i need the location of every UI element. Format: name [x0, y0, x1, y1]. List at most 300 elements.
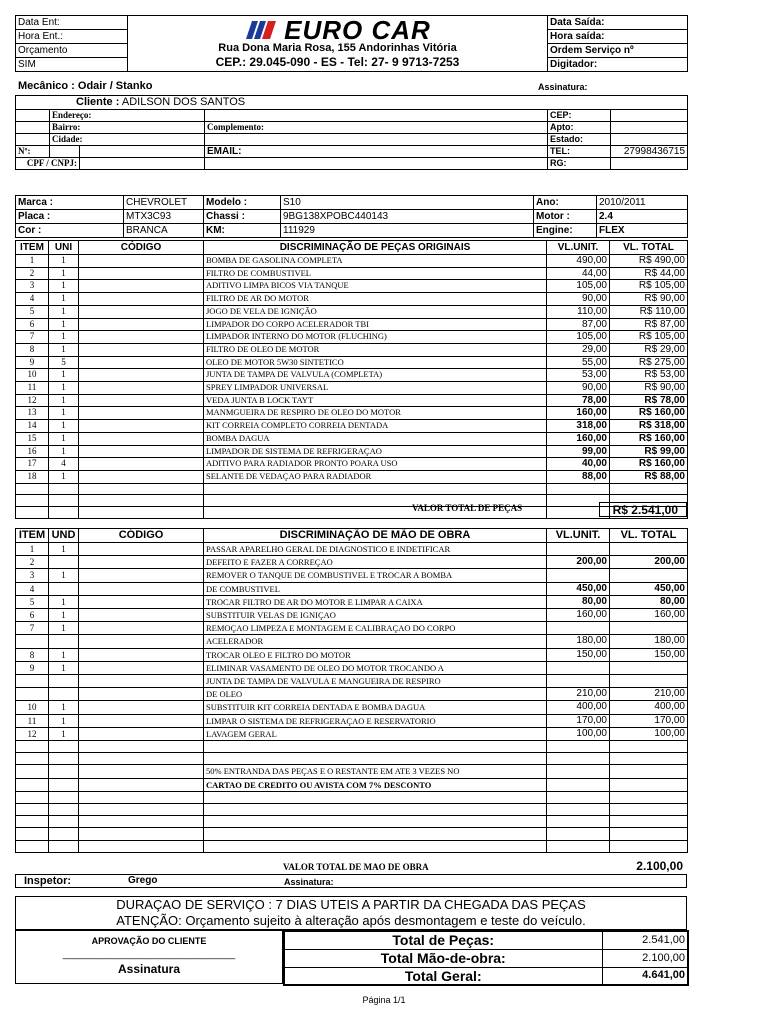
code-cell — [79, 635, 204, 648]
total-parts-value: 2.541,00 — [602, 931, 688, 949]
item-cell: 14 — [16, 420, 49, 433]
unit-price-cell — [547, 543, 610, 556]
item-cell: 7 — [16, 331, 49, 344]
item-cell: 2 — [16, 556, 49, 569]
code-cell — [79, 622, 204, 635]
code-cell — [79, 569, 204, 582]
unit-cell — [49, 556, 79, 569]
header-right-4: Digitador: — [548, 58, 688, 72]
parts-header-4: VL.UNIT. — [547, 241, 610, 255]
code-cell — [79, 394, 204, 407]
total-cell — [610, 483, 688, 495]
unit-cell — [49, 778, 79, 791]
table-row — [16, 828, 688, 840]
table-row — [16, 305, 688, 318]
unit-cell: 1 — [49, 648, 79, 661]
total-cell — [610, 765, 688, 778]
description-cell — [204, 741, 547, 753]
code-cell — [79, 840, 204, 852]
unit-cell: 1 — [49, 609, 79, 622]
unit-cell: 1 — [49, 622, 79, 635]
description-cell: FILTRO DE OLEO DE MOTOR — [204, 343, 547, 356]
header-left-3: Orçamento — [16, 44, 128, 58]
description-cell: DE COMBUSTIVEL — [204, 582, 547, 595]
unit-price-cell: 170,00 — [547, 714, 610, 727]
code-cell — [79, 778, 204, 791]
labor-header-4: VL.UNIT. — [547, 529, 610, 543]
code-cell — [79, 293, 204, 306]
item-cell — [16, 507, 49, 519]
description-cell: BOMBA DAGUA — [204, 432, 547, 445]
code-cell — [79, 791, 204, 803]
table-row — [16, 688, 688, 701]
table-row — [16, 701, 688, 714]
unit-price-cell — [547, 778, 610, 791]
client-table — [15, 95, 688, 170]
code-cell — [79, 714, 204, 727]
code-cell — [79, 609, 204, 622]
company-address: Rua Dona Maria Rosa, 155 Andorinhas Vitória — [218, 42, 457, 54]
description-cell: JUNTA DE TAMPA DE VALVULA E MANGUEIRA DE RESPIRO — [204, 675, 547, 688]
table-row — [16, 765, 688, 778]
item-cell: 4 — [16, 293, 49, 306]
description-cell: REMOÇAO LIMPEZA E MONTAGEM E CALIBRAÇAO DO CORPO — [204, 622, 547, 635]
item-cell: 17 — [16, 458, 49, 471]
labor-header-3: DISCRIMINAÇÃO DE MÃO DE OBRA — [204, 529, 547, 543]
description-cell: ACELERADOR — [204, 635, 547, 648]
unit-cell: 1 — [49, 331, 79, 344]
unit-cell — [49, 791, 79, 803]
header-right-2: Hora saída: — [548, 30, 688, 44]
code-cell — [79, 727, 204, 740]
unit-price-cell: 29,00 — [547, 343, 610, 356]
unit-price-cell: 55,00 — [547, 356, 610, 369]
motor-value: 2.4 — [597, 210, 688, 224]
marca-label: Marca : — [16, 196, 124, 210]
unit-price-cell: 87,00 — [547, 318, 610, 331]
code-cell — [79, 765, 204, 778]
unit-cell: 1 — [49, 661, 79, 674]
description-cell: ADITIVO PARA RADIADOR PRONTO POARA USO — [204, 458, 547, 471]
company-block — [128, 16, 548, 72]
item-cell — [16, 675, 49, 688]
cidade-label: Cidade: — [50, 134, 205, 146]
code-cell — [79, 280, 204, 293]
engine-label: Engine: — [534, 224, 597, 238]
description-cell: TROCAR OLEO E FILTRO DO MOTOR — [204, 648, 547, 661]
estado-label: Estado: — [548, 134, 611, 146]
item-cell: 11 — [16, 382, 49, 395]
total-cell — [610, 543, 688, 556]
inspector-label: Inspetor: — [24, 875, 72, 887]
total-cell: 200,00 — [610, 556, 688, 569]
item-cell — [16, 765, 49, 778]
placa-label: Placa : — [16, 210, 124, 224]
marca-value: CHEVROLET — [124, 196, 204, 210]
unit-cell: 1 — [49, 407, 79, 420]
description-cell: SUBSTITUIR KIT CORREIA DENTADA E BOMBA DAGUA — [204, 701, 547, 714]
code-cell — [79, 507, 204, 519]
total-cell: R$ 44,00 — [610, 267, 688, 280]
table-row — [16, 255, 688, 268]
item-cell: 5 — [16, 305, 49, 318]
parts-header-1: UNI — [49, 241, 79, 255]
unit-cell: 1 — [49, 432, 79, 445]
unit-cell — [49, 495, 79, 507]
notice-box — [15, 896, 687, 930]
total-cell: R$ 110,00 — [610, 305, 688, 318]
description-cell: DEFEITO E FAZER A CORREÇAO — [204, 556, 547, 569]
description-cell: LIMPADOR DO CORPO ACELERADOR TBI — [204, 318, 547, 331]
item-cell: 1 — [16, 255, 49, 268]
labor-header-5: VL. TOTAL — [610, 529, 688, 543]
unit-cell: 1 — [49, 293, 79, 306]
code-cell — [79, 305, 204, 318]
parts-header-2: CÓDIGO — [79, 241, 204, 255]
total-cell: R$ 78,00 — [610, 394, 688, 407]
cor-label: Cor : — [16, 224, 124, 238]
unit-price-cell: 400,00 — [547, 701, 610, 714]
description-cell: KIT CORREIA COMPLETO CORREIA DENTADA — [204, 420, 547, 433]
item-cell: 12 — [16, 727, 49, 740]
unit-price-cell — [547, 661, 610, 674]
unit-cell: 1 — [49, 255, 79, 268]
parts-header-0: ITEM — [16, 241, 49, 255]
km-value: 111929 — [281, 224, 534, 238]
mechanic-label: Mecânico : Odair / Stanko — [18, 80, 153, 92]
unit-cell: 1 — [49, 369, 79, 382]
item-cell: 12 — [16, 394, 49, 407]
item-cell — [16, 688, 49, 701]
total-cell: R$ 90,00 — [610, 293, 688, 306]
unit-cell: 1 — [49, 305, 79, 318]
description-cell: BOMBA DE GASOLINA COMPLETA — [204, 255, 547, 268]
unit-cell — [49, 675, 79, 688]
unit-cell: 1 — [49, 470, 79, 483]
duration-notice: DURAÇAO DE SERVIÇO : 7 DIAS UTEIS A PARTIR DA CHEGADA DAS PEÇAS — [116, 897, 586, 912]
total-cell: 210,00 — [610, 688, 688, 701]
description-cell: CARTAO DE CREDITO OU AVISTA COM 7% DESCONTO — [204, 778, 547, 791]
item-cell — [16, 791, 49, 803]
table-row — [16, 394, 688, 407]
approval-label: APROVAÇÃO DO CLIENTE — [91, 936, 207, 946]
code-cell — [79, 648, 204, 661]
description-cell — [204, 816, 547, 828]
header-right-3: Ordem Serviço nº — [548, 44, 688, 58]
description-cell: ADITIVO LIMPA BICOS VIA TANQUE — [204, 280, 547, 293]
unit-cell — [49, 507, 79, 519]
unit-price-cell: 100,00 — [547, 727, 610, 740]
unit-cell: 4 — [49, 458, 79, 471]
labor-total-label: VALOR TOTAL DE MAO DE OBRA — [283, 862, 429, 872]
description-cell: LIMPAR O SISTEMA DE REFRIGERAÇAO E RESERVATORIO — [204, 714, 547, 727]
unit-cell: 1 — [49, 714, 79, 727]
code-cell — [79, 369, 204, 382]
table-row — [16, 420, 688, 433]
description-cell: LAVAGEM GERAL — [204, 727, 547, 740]
unit-cell — [49, 753, 79, 765]
endereco-label: Endereço: — [50, 110, 205, 122]
modelo-label: Modelo : — [204, 196, 281, 210]
table-row — [16, 753, 688, 765]
total-cell: R$ 105,00 — [610, 331, 688, 344]
total-cell: R$ 87,00 — [610, 318, 688, 331]
item-cell — [16, 635, 49, 648]
unit-price-cell — [547, 828, 610, 840]
code-cell — [79, 556, 204, 569]
inspector-name: Grego — [128, 875, 158, 886]
total-cell — [610, 828, 688, 840]
description-cell: LIMPADOR INTERNO DO MOTOR (FLUCHING) — [204, 331, 547, 344]
table-row — [16, 445, 688, 458]
code-cell — [79, 688, 204, 701]
table-row — [16, 622, 688, 635]
unit-price-cell: 44,00 — [547, 267, 610, 280]
item-cell: 1 — [16, 543, 49, 556]
numero-label: Nº: — [16, 146, 50, 158]
table-row — [16, 569, 688, 582]
item-cell — [16, 804, 49, 816]
parts-total-value: R$ 2.541,00 — [599, 502, 687, 517]
table-row — [16, 331, 688, 344]
client-label: Cliente : — [76, 96, 120, 108]
item-cell: 5 — [16, 595, 49, 608]
parts-header-3: DISCRIMINAÇÃO DE PEÇAS ORIGINAIS — [204, 241, 547, 255]
table-row — [16, 816, 688, 828]
table-row — [16, 648, 688, 661]
total-cell — [610, 675, 688, 688]
cor-value: BRANCA — [124, 224, 204, 238]
logo-text: EURO CAR — [284, 15, 431, 45]
parts-header-row — [16, 241, 688, 255]
code-cell — [79, 828, 204, 840]
labor-header-2: CÓDIGO — [79, 529, 204, 543]
unit-price-cell — [547, 483, 610, 495]
chassi-label: Chassi : — [204, 210, 281, 224]
unit-price-cell: 490,00 — [547, 255, 610, 268]
header-table — [15, 15, 688, 72]
description-cell — [204, 791, 547, 803]
inspector-row — [15, 874, 687, 888]
total-cell — [610, 816, 688, 828]
unit-cell: 1 — [49, 543, 79, 556]
client-value: ADILSON DOS SANTOS — [121, 96, 246, 108]
code-cell — [79, 582, 204, 595]
labor-header-1: UND — [49, 529, 79, 543]
code-cell — [79, 343, 204, 356]
total-cell: R$ 160,00 — [610, 458, 688, 471]
parts-table — [15, 240, 688, 519]
table-row — [16, 470, 688, 483]
table-row — [16, 804, 688, 816]
total-cell: R$ 160,00 — [610, 407, 688, 420]
code-cell — [79, 255, 204, 268]
table-row — [16, 458, 688, 471]
unit-cell: 1 — [49, 343, 79, 356]
description-cell: REMOVER O TANQUE DE COMBUSTIVEL E TROCAR A BOMBA — [204, 569, 547, 582]
unit-price-cell: 40,00 — [547, 458, 610, 471]
code-cell — [79, 318, 204, 331]
description-cell: FILTRO DE AR DO MOTOR — [204, 293, 547, 306]
unit-cell — [49, 840, 79, 852]
table-row — [16, 778, 688, 791]
header-right-1: Data Saída: — [548, 16, 688, 30]
table-row — [16, 267, 688, 280]
code-cell — [79, 432, 204, 445]
inspector-signature: Assinatura: — [284, 877, 334, 887]
total-cell — [610, 661, 688, 674]
description-cell: JOGO DE VELA DE IGNIÇÃO — [204, 305, 547, 318]
approval-box — [15, 930, 283, 984]
item-cell — [16, 483, 49, 495]
item-cell: 10 — [16, 369, 49, 382]
unit-price-cell: 80,00 — [547, 595, 610, 608]
item-cell: 2 — [16, 267, 49, 280]
ano-label: Ano: — [534, 196, 597, 210]
description-cell: SELANTE DE VEDAÇAO PARA RADIADOR — [204, 470, 547, 483]
item-cell — [16, 840, 49, 852]
table-row — [16, 356, 688, 369]
unit-cell — [49, 765, 79, 778]
unit-price-cell: 318,00 — [547, 420, 610, 433]
unit-cell — [49, 582, 79, 595]
item-cell — [16, 828, 49, 840]
placa-value: MTX3C93 — [124, 210, 204, 224]
total-cell: R$ 160,00 — [610, 432, 688, 445]
table-row — [16, 280, 688, 293]
description-cell: FILTRO DE COMBUSTIVEL — [204, 267, 547, 280]
table-row — [16, 507, 688, 519]
unit-price-cell: 90,00 — [547, 293, 610, 306]
table-row — [16, 369, 688, 382]
description-cell — [204, 483, 547, 495]
unit-price-cell — [547, 816, 610, 828]
total-cell: R$ 88,00 — [610, 470, 688, 483]
item-cell: 15 — [16, 432, 49, 445]
table-row — [16, 595, 688, 608]
unit-price-cell: 88,00 — [547, 470, 610, 483]
code-cell — [79, 483, 204, 495]
description-cell: DE OLEO — [204, 688, 547, 701]
description-cell: 50% ENTRANDA DAS PEÇAS E O RESTANTE EM ATE 3 VEZES NO — [204, 765, 547, 778]
unit-cell — [49, 741, 79, 753]
code-cell — [79, 816, 204, 828]
table-row — [16, 543, 688, 556]
description-cell — [204, 804, 547, 816]
unit-cell: 1 — [49, 280, 79, 293]
unit-price-cell — [547, 741, 610, 753]
total-cell — [610, 778, 688, 791]
item-cell: 16 — [16, 445, 49, 458]
description-cell — [204, 828, 547, 840]
total-general-label: Total Geral: — [284, 967, 602, 985]
table-row — [16, 714, 688, 727]
unit-price-cell: 53,00 — [547, 369, 610, 382]
description-cell: SPREY LIMPADOR UNIVERSAL — [204, 382, 547, 395]
bairro-label: Bairro: — [50, 122, 205, 134]
unit-cell — [49, 804, 79, 816]
description-cell: TROCAR FILTRO DE AR DO MOTOR E LIMPAR A CAIXA — [204, 595, 547, 608]
code-cell — [79, 753, 204, 765]
total-general-value: 4.641,00 — [602, 967, 688, 985]
total-cell — [610, 569, 688, 582]
unit-cell: 1 — [49, 267, 79, 280]
page-number: Página 1/1 — [362, 995, 406, 1005]
table-row — [16, 343, 688, 356]
motor-label: Motor : — [534, 210, 597, 224]
labor-table — [15, 528, 688, 853]
table-row — [16, 318, 688, 331]
item-cell: 7 — [16, 622, 49, 635]
unit-price-cell: 210,00 — [547, 688, 610, 701]
code-cell — [79, 331, 204, 344]
labor-header-0: ITEM — [16, 529, 49, 543]
unit-cell: 1 — [49, 727, 79, 740]
table-row — [16, 582, 688, 595]
description-cell: MANMGUEIRA DE RESPIRO DE OLEO DO MOTOR — [204, 407, 547, 420]
header-left-1: Data Ent: — [16, 16, 128, 30]
unit-price-cell: 160,00 — [547, 407, 610, 420]
item-cell: 11 — [16, 714, 49, 727]
total-parts-label: Total de Peças: — [284, 931, 602, 949]
ano-value: 2010/2011 — [597, 196, 688, 210]
unit-cell: 5 — [49, 356, 79, 369]
description-cell: JUNTA DE TAMPA DE VALVULA (COMPLETA) — [204, 369, 547, 382]
code-cell — [79, 267, 204, 280]
unit-cell — [49, 688, 79, 701]
labor-total-value: 2.100,00 — [636, 859, 683, 873]
total-cell: R$ 275,00 — [610, 356, 688, 369]
item-cell: 8 — [16, 648, 49, 661]
unit-cell — [49, 816, 79, 828]
code-cell — [79, 741, 204, 753]
unit-price-cell — [547, 791, 610, 803]
engine-value: FLEX — [597, 224, 688, 238]
total-cell: R$ 90,00 — [610, 382, 688, 395]
table-row — [16, 407, 688, 420]
company-contact: CEP.: 29.045-090 - ES - Tel: 27- 9 9713-7253 — [215, 55, 460, 69]
logo — [130, 15, 545, 45]
table-row — [16, 661, 688, 674]
code-cell — [79, 356, 204, 369]
unit-price-cell — [547, 675, 610, 688]
unit-cell: 1 — [49, 382, 79, 395]
description-cell: SUBSTITUIR VELAS DE IGNIÇAO — [204, 609, 547, 622]
unit-price-cell — [547, 753, 610, 765]
email-label: EMAIL: — [205, 146, 548, 158]
unit-price-cell: 99,00 — [547, 445, 610, 458]
total-cell: R$ 490,00 — [610, 255, 688, 268]
unit-price-cell: 90,00 — [547, 382, 610, 395]
table-row — [16, 556, 688, 569]
unit-price-cell: 105,00 — [547, 331, 610, 344]
item-cell: 8 — [16, 343, 49, 356]
unit-price-cell — [547, 804, 610, 816]
table-row — [16, 495, 688, 507]
code-cell — [79, 804, 204, 816]
unit-cell — [49, 483, 79, 495]
item-cell: 10 — [16, 701, 49, 714]
code-cell — [79, 445, 204, 458]
table-row — [16, 791, 688, 803]
vehicle-table — [15, 195, 688, 238]
item-cell: 3 — [16, 280, 49, 293]
header-left-4: SIM — [16, 58, 128, 72]
unit-cell — [49, 828, 79, 840]
item-cell: 9 — [16, 661, 49, 674]
item-cell — [16, 778, 49, 791]
unit-price-cell: 180,00 — [547, 635, 610, 648]
